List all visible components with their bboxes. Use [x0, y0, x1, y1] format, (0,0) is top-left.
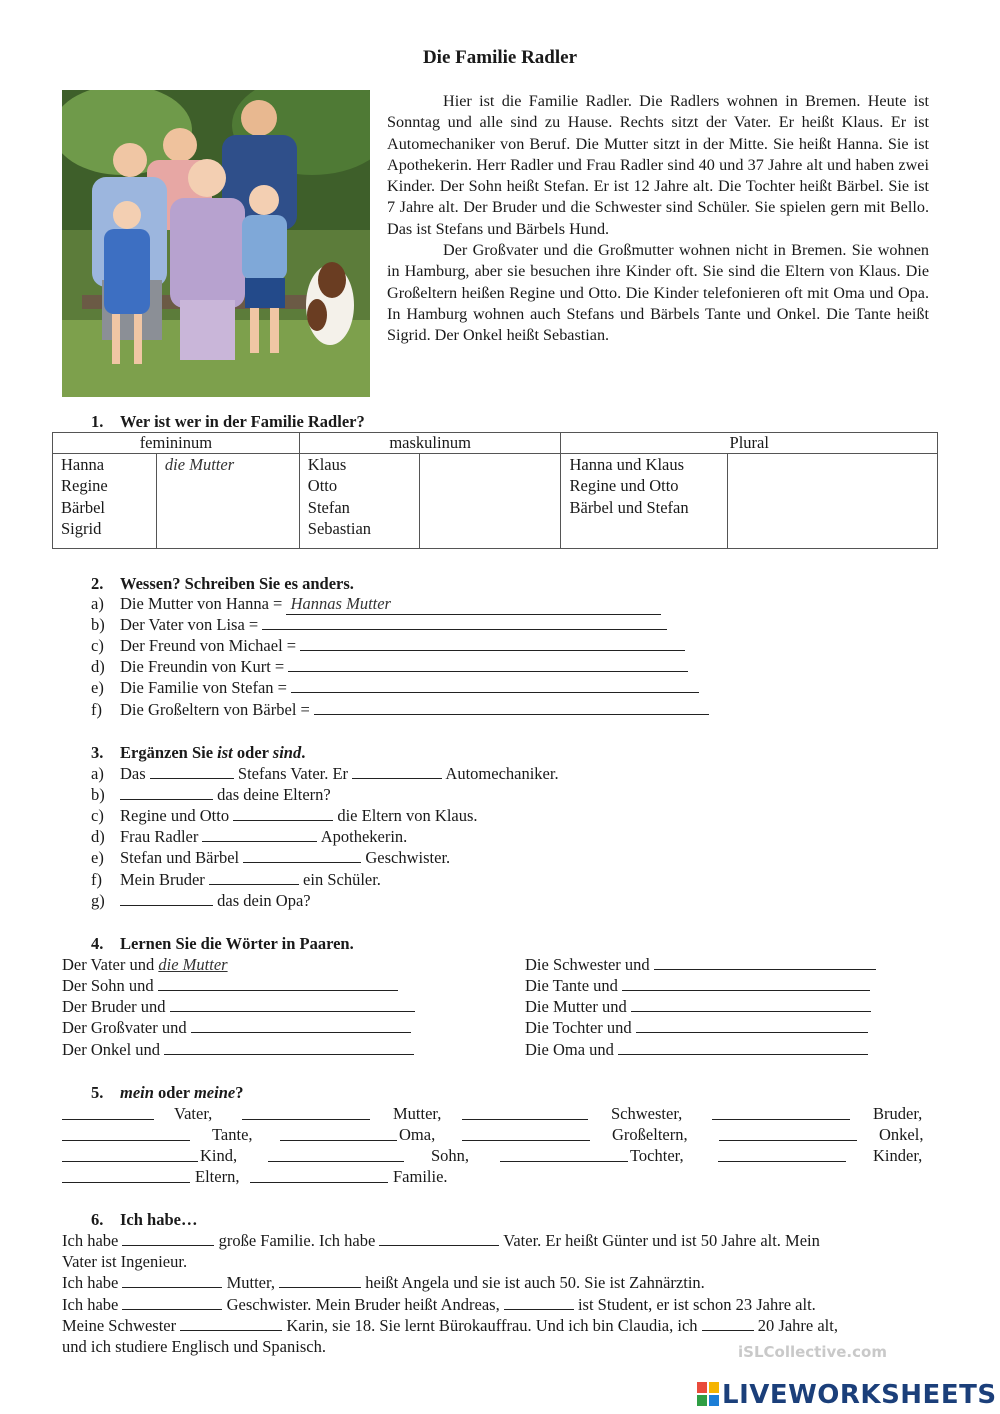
answer-field[interactable] [718, 1148, 846, 1162]
answer-field[interactable] [504, 1296, 574, 1310]
ex6-line-1: Ich habe große Familie. Ich habe Vater. Er heißt Günter und ist 50 Jahre alt. Mein [62, 1231, 820, 1250]
ex2-item-e: e) Die Familie von Stefan = [91, 678, 699, 698]
header-maskulinum: maskulinum [299, 433, 561, 454]
ex4-left-4: Der Großvater und [62, 1018, 411, 1038]
ex2-item-c: c) Der Freund von Michael = [91, 636, 685, 656]
answer-field[interactable] [243, 849, 361, 863]
exercise-6-heading: 6. Ich habe… [91, 1210, 198, 1229]
answer-field[interactable] [280, 1127, 397, 1141]
answer-field[interactable] [170, 998, 415, 1012]
fem-names-cell: Hanna Regine Bärbel Sigrid [53, 454, 157, 549]
answer-field[interactable] [191, 1019, 411, 1033]
header-femininum: femininum [53, 433, 300, 454]
ex5-row-3: Kind, Sohn, Tochter, Kinder, [62, 1146, 930, 1167]
ex4-left-5: Der Onkel und [62, 1040, 414, 1060]
answer-field[interactable] [462, 1127, 590, 1141]
answer-field[interactable] [712, 1106, 850, 1120]
answer-field[interactable] [62, 1127, 190, 1141]
mask-names-cell: Klaus Otto Stefan Sebastian [299, 454, 419, 549]
answer-field[interactable] [158, 977, 398, 991]
answer-field[interactable] [702, 1317, 754, 1331]
answer-field[interactable] [314, 701, 709, 715]
ex4-left-3: Der Bruder und [62, 997, 415, 1017]
family-photo [62, 90, 370, 397]
ex6-line-2: Vater ist Ingenieur. [62, 1252, 188, 1271]
ex4-right-3: Die Mutter und [525, 997, 871, 1017]
answer-field[interactable] [291, 679, 699, 693]
mask-answer-cell[interactable] [419, 454, 561, 549]
answer-field[interactable] [180, 1317, 282, 1331]
ex3-item-g: g) das dein Opa? [91, 891, 311, 910]
answer-field[interactable] [631, 998, 871, 1012]
ex2-item-b: b) Der Vater von Lisa = [91, 615, 667, 635]
answer-field[interactable] [262, 616, 667, 630]
answer-field[interactable] [500, 1148, 628, 1162]
ex2-item-a: a) Die Mutter von Hanna = Hannas Mutter [91, 594, 661, 615]
ex4-left-2: Der Sohn und [62, 976, 398, 996]
answer-field[interactable] [654, 956, 876, 970]
plural-names-cell: Hanna und Klaus Regine und Otto Bärbel und Stefan [561, 454, 728, 549]
ex5-row-1: Vater, Mutter, Schwester, Bruder, [62, 1104, 930, 1125]
answer-field[interactable] [300, 637, 685, 651]
answer-field[interactable] [120, 892, 213, 906]
watermark: iSLCollective.com [738, 1343, 887, 1361]
ex6-line-3: Ich habe Mutter, heißt Angela und sie ist auch 50. Sie ist Zahnärztin. [62, 1273, 705, 1292]
plural-answer-cell[interactable] [728, 454, 938, 549]
brand-logo-text[interactable]: LIVEWORKSHEETS [722, 1380, 997, 1410]
answer-field[interactable]: Hannas Mutter [286, 594, 661, 615]
answer-field[interactable] [62, 1148, 198, 1162]
family-table [52, 432, 938, 549]
answer-field[interactable] [250, 1169, 388, 1183]
ex6-line-5: Meine Schwester Karin, sie 18. Sie lernt Bürokauffrau. Und ich bin Claudia, ich 20 Jahre alt, [62, 1316, 838, 1335]
ex5-row-2: Tante, Oma, Großeltern, Onkel, [62, 1125, 930, 1146]
ex3-item-f: f) Mein Bruder ein Schüler. [91, 870, 381, 889]
ex3-item-d: d) Frau Radler Apothekerin. [91, 827, 408, 846]
answer-field[interactable] [233, 807, 333, 821]
answer-field[interactable] [242, 1106, 370, 1120]
answer-field[interactable] [122, 1274, 222, 1288]
exercise-4-heading: 4. Lernen Sie die Wörter in Paaren. [91, 934, 354, 953]
answer-field[interactable] [150, 765, 234, 779]
answer-field[interactable] [379, 1232, 499, 1246]
answer-field[interactable] [352, 765, 442, 779]
ex3-item-a: a) Das Stefans Vater. Er Automechaniker. [91, 764, 559, 783]
ex4-right-2: Die Tante und [525, 976, 870, 996]
answer-field[interactable] [268, 1148, 404, 1162]
ex3-item-c: c) Regine und Otto die Eltern von Klaus. [91, 806, 478, 825]
exercise-2-heading: 2. Wessen? Schreiben Sie es anders. [91, 574, 354, 593]
answer-field[interactable] [62, 1169, 190, 1183]
ex4-right-5: Die Oma und [525, 1040, 868, 1060]
answer-field[interactable] [636, 1019, 868, 1033]
exercise-1-heading: 1. Wer ist wer in der Familie Radler? [91, 412, 365, 431]
ex5-row-4: Eltern, Familie. [62, 1167, 930, 1188]
exercise-5-heading: 5. mein oder meine? [91, 1083, 244, 1102]
answer-field[interactable] [122, 1232, 214, 1246]
answer-field[interactable] [122, 1296, 222, 1310]
fem-answer-cell[interactable]: die Mutter [156, 454, 299, 549]
answer-field[interactable] [279, 1274, 361, 1288]
ex2-item-f: f) Die Großeltern von Bärbel = [91, 700, 709, 720]
ex4-right-1: Die Schwester und [525, 955, 876, 975]
answer-field[interactable] [202, 828, 317, 842]
story-text [387, 91, 929, 347]
answer-field[interactable] [164, 1041, 414, 1055]
ex6-line-6: und ich studiere Englisch und Spanisch. [62, 1337, 326, 1356]
answer-field[interactable] [719, 1127, 857, 1141]
answer-field[interactable] [209, 871, 299, 885]
ex4-right-4: Die Tochter und [525, 1018, 868, 1038]
answer-field[interactable] [622, 977, 870, 991]
answer-field[interactable] [618, 1041, 868, 1055]
answer-field[interactable] [62, 1106, 154, 1120]
story-paragraph-2: Der Großvater und die Großmutter wohnen nicht in Bremen. Sie wohnen in Hamburg, aber sie besuchen ihre Kinder oft. Sie sind die Eltern von Klaus. Die Großeltern heißen Regine und Otto. Die Kinder telefonieren oft mit Oma und Opa. In Hamburg wohnen auch Stefans und Bärbels Tante und Onkel. Die Tante heißt Sigrid. Der Onkel heißt Sebastian. [387, 241, 929, 345]
ex6-line-4: Ich habe Geschwister. Mein Bruder heißt Andreas, ist Student, er ist schon 23 Jahre alt. [62, 1295, 816, 1314]
liveworksheets-logo-icon [697, 1382, 719, 1406]
ex2-item-d: d) Die Freundin von Kurt = [91, 657, 688, 677]
ex4-left-1: Der Vater und die Mutter [62, 955, 228, 974]
header-plural: Plural [561, 433, 938, 454]
exercise-3-heading: 3. Ergänzen Sie ist oder sind. [91, 743, 306, 762]
answer-field[interactable] [288, 658, 688, 672]
answer-field[interactable] [462, 1106, 588, 1120]
page-title: Die Familie Radler [422, 47, 578, 68]
answer-field[interactable] [120, 786, 213, 800]
ex3-item-e: e) Stefan und Bärbel Geschwister. [91, 848, 451, 867]
ex3-item-b: b) das deine Eltern? [91, 785, 331, 804]
story-paragraph-1: Hier ist die Familie Radler. Die Radlers wohnen in Bremen. Heute ist Sonntag und alle sind zu Hause. Rechts sitzt der Vater. Er heißt Klaus. Er ist Automechaniker von Beruf. Die Mutter sitzt in der Mitte. Sie heißt Hanna. Sie ist Apothekerin. Herr Radler und Frau Radler sind 40 und 37 Jahre alt und haben zwei Kinder. Der Sohn heißt Stefan. Er ist 12 Jahre alt. Die Tochter heißt Bärbel. Sie ist 7 Jahre alt. Der Bruder und die Schwester sind Schüler. Sie spielen gern mit Bello. Das ist Stefans und Bärbels Hund. [387, 92, 929, 238]
